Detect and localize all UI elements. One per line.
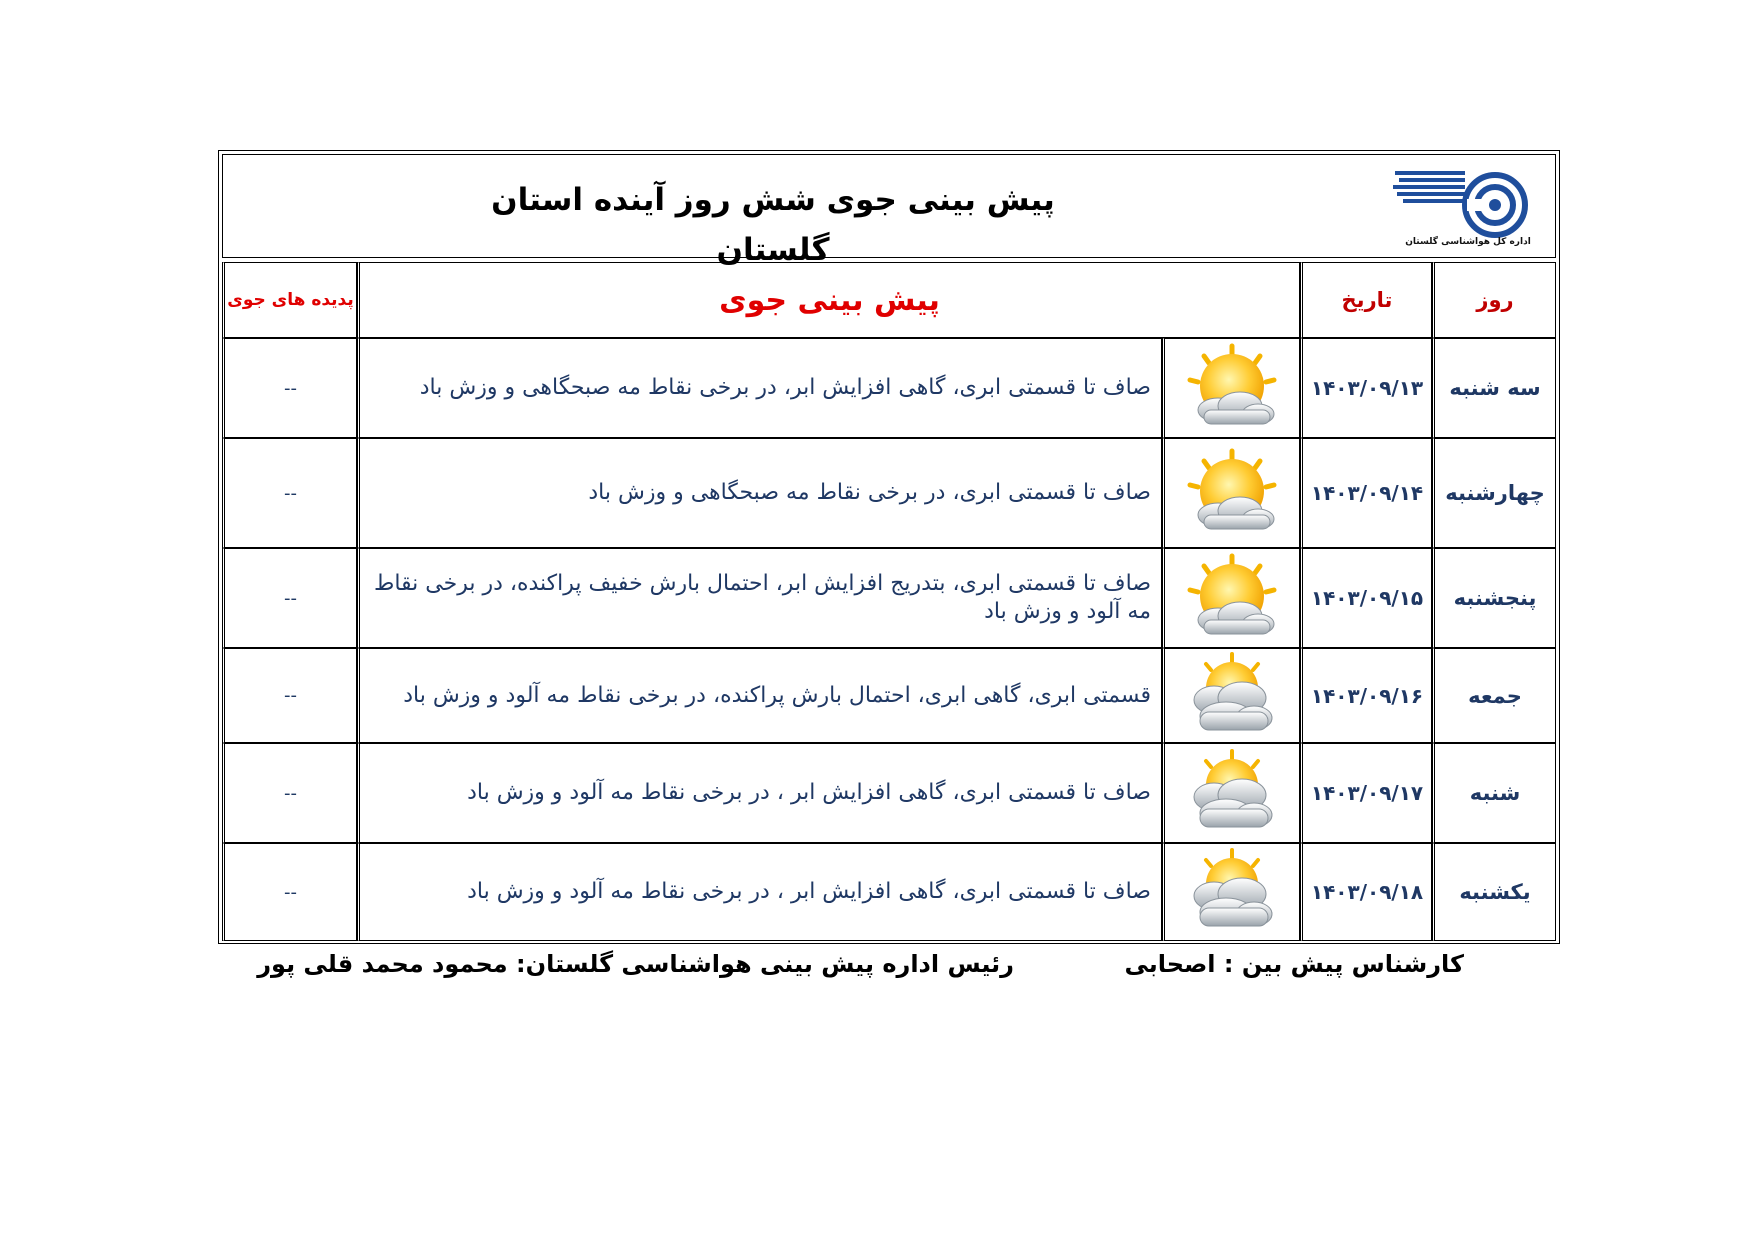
- document-header: [222, 154, 1556, 268]
- phenomena-cell: --: [284, 587, 297, 609]
- table-row: [222, 338, 1556, 438]
- header-phenomena: پدیده های جوی: [227, 290, 354, 310]
- date-cell: ۱۴۰۳/۰۹/۱۳: [1310, 376, 1424, 400]
- date-cell: ۱۴۰۳/۰۹/۱۶: [1310, 683, 1424, 708]
- icon-cell: [1162, 648, 1300, 743]
- forecast-frame: [218, 150, 1560, 944]
- icon-cell: [1162, 743, 1300, 843]
- table-header-row: [222, 262, 1556, 338]
- table-row: [222, 743, 1556, 843]
- forecast-text: صاف تا قسمتی ابری، بتدریج افزایش ابر، احتمال بارش خفیف پراکنده، در برخی نقاط مه آلود و وزش باد: [373, 571, 1151, 624]
- mostly-cloudy-icon: [1182, 650, 1282, 742]
- icon-cell: [1162, 438, 1300, 548]
- page-title: پیش بینی جوی شش روز آینده استان گلستان: [491, 182, 1055, 268]
- day-cell: سه شنبه: [1449, 376, 1541, 400]
- icon-cell: [1162, 548, 1300, 648]
- phenomena-cell: --: [284, 685, 297, 706]
- sun-partly-cloudy-icon: [1182, 447, 1282, 539]
- table-row: [222, 438, 1556, 548]
- mostly-cloudy-icon: [1182, 846, 1282, 938]
- mostly-cloudy-icon: [1182, 747, 1282, 839]
- phenomena-cell: --: [284, 881, 297, 903]
- date-cell: ۱۴۰۳/۰۹/۱۵: [1310, 586, 1424, 610]
- phenomena-cell: --: [284, 377, 297, 399]
- sun-partly-cloudy-icon: [1182, 342, 1282, 434]
- date-cell: ۱۴۰۳/۰۹/۱۷: [1310, 781, 1424, 805]
- date-cell: ۱۴۰۳/۰۹/۱۴: [1310, 481, 1424, 505]
- header-forecast: پیش بینی جوی: [719, 282, 940, 318]
- header-day: روز: [1476, 288, 1514, 312]
- header-date: تاریخ: [1341, 288, 1393, 312]
- icon-cell: [1162, 843, 1300, 941]
- logo-caption: اداره کل هواشناسی گلستان: [1405, 237, 1531, 247]
- icon-cell: [1162, 338, 1300, 438]
- table-row: [222, 843, 1556, 941]
- forecast-text: صاف تا قسمتی ابری، گاهی افزایش ابر ، در برخی نقاط مه آلود و وزش باد: [467, 879, 1151, 904]
- phenomena-cell: --: [284, 482, 297, 504]
- day-cell: جمعه: [1468, 683, 1522, 708]
- forecast-text: قسمتی ابری، گاهی ابری، احتمال بارش پراکنده، در برخی نقاط مه آلود و وزش باد: [403, 682, 1151, 708]
- day-cell: یکشنبه: [1459, 880, 1531, 904]
- phenomena-cell: --: [284, 782, 297, 804]
- table-row: [222, 648, 1556, 743]
- forecast-text: صاف تا قسمتی ابری، گاهی افزایش ابر، در برخی نقاط مه صبحگاهی و وزش باد: [419, 375, 1151, 400]
- day-cell: پنجشنبه: [1453, 586, 1537, 610]
- head-signature: رئیس اداره پیش بینی هواشناسی گلستان: محمود محمد قلی پور: [257, 950, 1014, 978]
- forecast-text: صاف تا قسمتی ابری، در برخی نقاط مه صبحگاهی و وزش باد: [588, 480, 1151, 505]
- forecaster-signature: کارشناس پیش بین : اصحابی: [1124, 950, 1464, 978]
- forecast-table: [222, 262, 1556, 941]
- forecast-text: صاف تا قسمتی ابری، گاهی افزایش ابر ، در برخی نقاط مه آلود و وزش باد: [467, 780, 1151, 805]
- sun-partly-cloudy-icon: [1182, 552, 1282, 644]
- table-row: [222, 548, 1556, 648]
- day-cell: چهارشنبه: [1445, 481, 1545, 505]
- date-cell: ۱۴۰۳/۰۹/۱۸: [1310, 880, 1424, 904]
- day-cell: شنبه: [1469, 781, 1521, 805]
